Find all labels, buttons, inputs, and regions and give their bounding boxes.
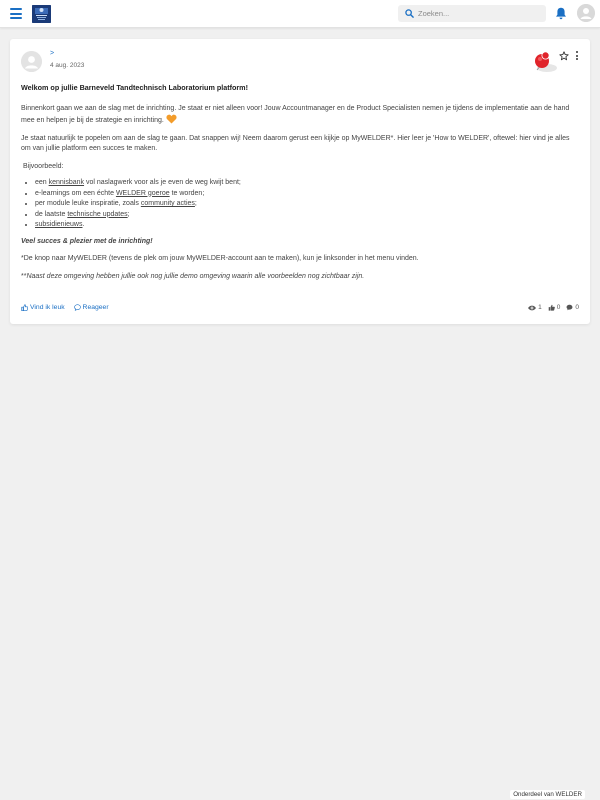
orange-heart-icon [166,114,177,124]
comments-count: 0 [566,304,579,311]
link-welder-goeroe[interactable]: WELDER goeroe [115,189,170,197]
search-box[interactable] [398,5,546,22]
comment-icon [566,304,573,311]
author-link[interactable]: > [50,50,55,57]
footnote: **Naast deze omgeving hebben jullie ook nog jullie demo omgeving waarin alle voorbeelden nog zichtbaar zijn. [21,272,365,280]
top-bar [0,0,600,28]
examples-list [21,178,581,231]
star-icon[interactable] [559,51,569,61]
link-technische-updates[interactable]: technische updates [67,210,128,218]
platform-logo[interactable] [32,5,51,23]
author-avatar[interactable] [21,51,42,72]
likes-count: 0 [548,304,561,311]
link-community-acties[interactable]: community acties [140,200,195,207]
hamburger-icon[interactable] [10,8,22,19]
post-date: 4 aug. 2023 [50,62,85,69]
user-avatar-icon[interactable] [577,4,595,22]
list-item: • per module leuke inspiratie, zoals community acties; [35,199,581,210]
post-paragraph: Binnenkort gaan we aan de slag met de inrichting. Je staat er niet alleen voor! Jouw Accountmanager en de Product Specialisten nemen je tijdens de implementatie aan de hand mee en helpen je bij de strategie en inrichting. [21,104,570,124]
search-input[interactable] [418,5,538,22]
link-subsidienieuws[interactable]: subsidienieuws [35,221,83,228]
post-actions [21,304,116,313]
footnote: *De knop naar MyWELDER (tevens de plek om jouw MyWELDER-account aan te maken), kun je linksonder in het menu vinden. [21,255,419,262]
welder-badge[interactable]: Onderdeel van WELDER [510,790,585,799]
kebab-menu-icon[interactable] [574,51,580,61]
thumbs-up-icon [21,304,28,311]
bell-icon[interactable] [555,7,567,20]
list-item: • de laatste technische updates; [35,210,581,221]
list-item: • subsidienieuws. [35,220,581,231]
examples-label: Bijvoorbeeld: [23,162,64,170]
post-card [10,39,590,324]
link-kennisbank[interactable]: kennisbank [48,179,85,186]
list-item: • e-learnings om een échte WELDER goeroe te worden; [35,189,581,200]
post-stats [522,304,579,311]
closing-line: Veel succes & plezier met de inrichting! [21,237,153,245]
eye-icon [528,305,536,311]
post-paragraph: Je staat natuurlijk te popelen om aan de slag te gaan. Dat snappen wij! Neem daarom gerust een kijkje op MyWELDER*. Hier leer je 'How to WELDER', oftewel: hier vind je alles om van jullie platform een succes te maken. [21,134,570,152]
comment-icon [74,304,81,311]
list-item: • een kennisbank vol naslagwerk voor als je even de weg kwijt bent; [35,178,581,189]
thumbs-up-icon [548,304,555,311]
post-body [21,83,581,289]
like-button[interactable]: Vind ik leuk [21,304,65,311]
reply-button[interactable]: Reageer [74,304,109,311]
post-title: Welkom op jullie Barneveld Tandtechnisch Laboratorium platform! [21,83,248,92]
views-count: 1 [528,304,542,311]
pushpin-icon[interactable] [530,50,558,74]
search-icon [405,9,414,18]
